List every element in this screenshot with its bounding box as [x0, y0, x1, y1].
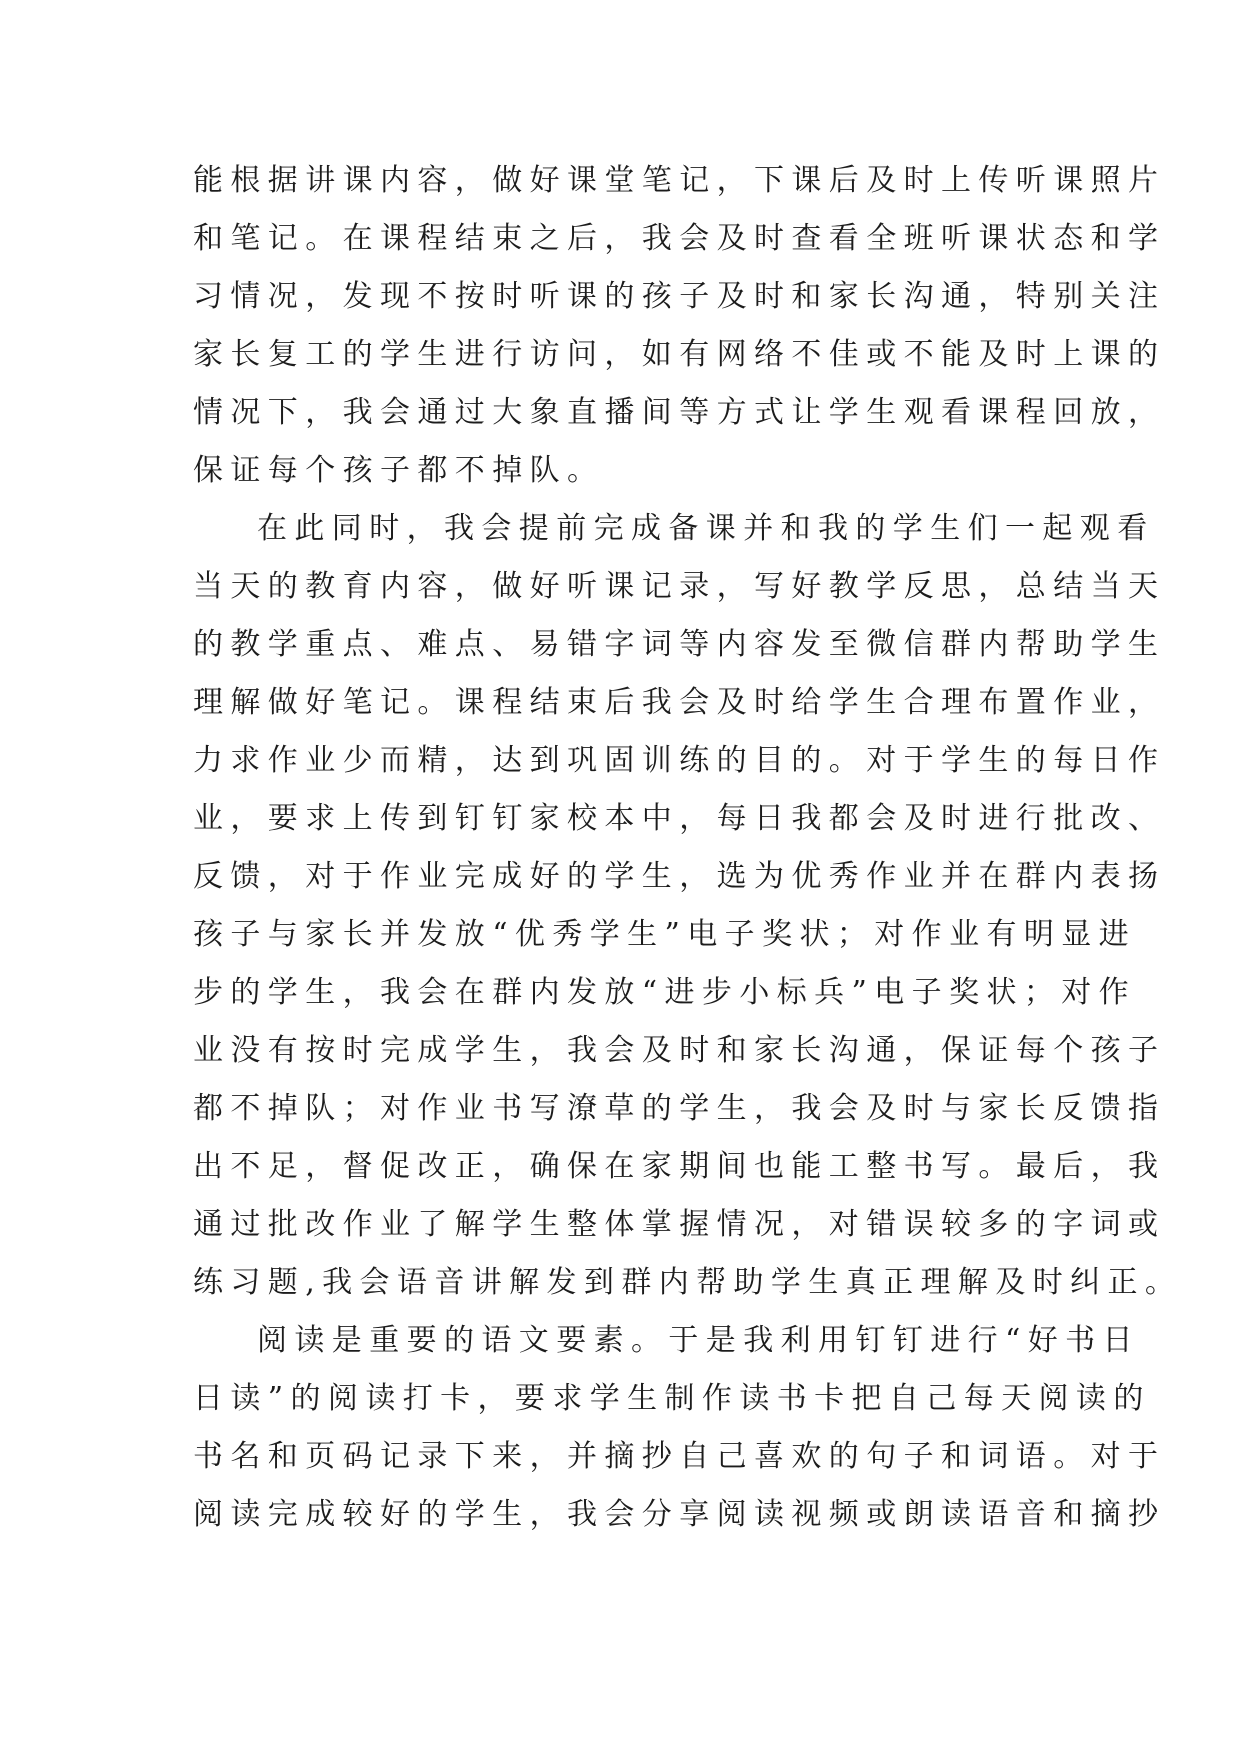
text-line: 保证每个孩子都不掉队。	[193, 453, 605, 488]
text-line: 阅读完成较好的学生，我会分享阅读视频或朗读语音和摘抄	[193, 1497, 1166, 1532]
text-line: 孩子与家长并发放“优秀学生”电子奖状；对作业有明显进	[193, 917, 1137, 952]
text-line: 练习题,我会语音讲解发到群内帮助学生真正理解及时纠正。	[193, 1265, 1183, 1300]
text-line: 步的学生，我会在群内发放“进步小标兵”电子奖状；对作	[193, 975, 1137, 1010]
text-line: 阅读是重要的语文要素。于是我利用钉钉进行“好书日	[257, 1323, 1140, 1358]
paragraph-2	[193, 500, 1183, 1312]
text-line: 和笔记。在课程结束之后，我会及时查看全班听课状态和学	[193, 221, 1166, 256]
text-line: 当天的教育内容，做好听课记录，写好教学反思，总结当天	[193, 569, 1166, 604]
text-line: 的教学重点、难点、易错字词等内容发至微信群内帮助学生	[193, 627, 1166, 662]
text-line: 书名和页码记录下来，并摘抄自己喜欢的句子和词语。对于	[193, 1439, 1166, 1474]
text-line: 家长复工的学生进行访问，如有网络不佳或不能及时上课的	[193, 337, 1166, 372]
document-body	[193, 152, 1183, 1544]
text-line: 出不足，督促改正，确保在家期间也能工整书写。最后，我	[193, 1149, 1166, 1184]
paragraph-3	[193, 1312, 1166, 1544]
text-line: 业没有按时完成学生，我会及时和家长沟通，保证每个孩子	[193, 1033, 1166, 1068]
text-line: 都不掉队；对作业书写潦草的学生，我会及时与家长反馈指	[193, 1091, 1166, 1126]
text-line: 能根据讲课内容，做好课堂笔记，下课后及时上传听课照片	[193, 163, 1166, 198]
text-line: 在此同时，我会提前完成备课并和我的学生们一起观看	[257, 511, 1155, 546]
text-line: 理解做好笔记。课程结束后我会及时给学生合理布置作业，	[193, 685, 1166, 720]
text-line: 业，要求上传到钉钉家校本中，每日我都会及时进行批改、	[193, 801, 1166, 836]
paragraph-1	[193, 152, 1166, 500]
text-line: 力求作业少而精，达到巩固训练的目的。对于学生的每日作	[193, 743, 1166, 778]
text-line: 反馈，对于作业完成好的学生，选为优秀作业并在群内表扬	[193, 859, 1166, 894]
text-line: 日读”的阅读打卡，要求学生制作读书卡把自己每天阅读的	[193, 1381, 1151, 1416]
text-line: 情况下，我会通过大象直播间等方式让学生观看课程回放，	[193, 395, 1166, 430]
text-line: 习情况，发现不按时听课的孩子及时和家长沟通，特别关注	[193, 279, 1166, 314]
text-line: 通过批改作业了解学生整体掌握情况，对错误较多的字词或	[193, 1207, 1166, 1242]
